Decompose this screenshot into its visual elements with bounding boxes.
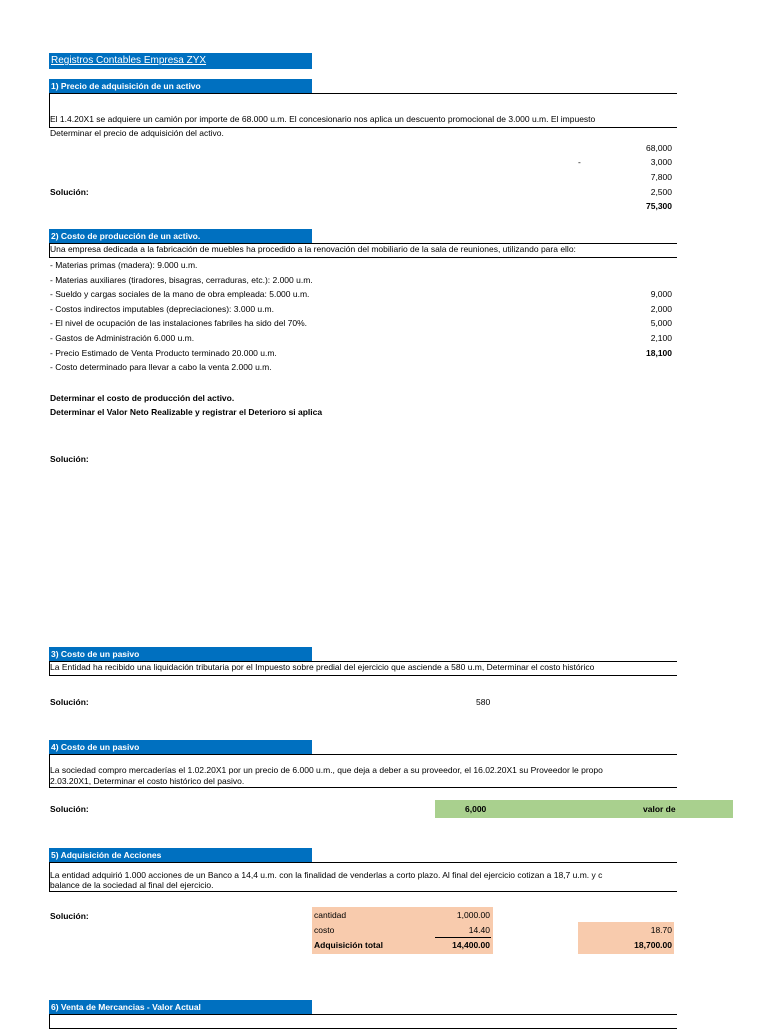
- s2-question-1: Determinar el costo de producción del activo.: [50, 393, 235, 403]
- s2-item-1: - Materias primas (madera): 9.000 u.m.: [50, 260, 198, 270]
- s2-value-2: 2,000: [650, 304, 672, 314]
- s3-value: 580: [476, 697, 491, 707]
- section-5-text-2: balance de la sociedad al final del ejercicio.: [50, 880, 214, 890]
- s4-note: valor de: [643, 804, 676, 814]
- s5-right-value-2: 18,700.00: [634, 940, 672, 950]
- section-2-header: 2) Costo de producción de un activo.: [49, 229, 312, 243]
- s1-solucion-label: Solución:: [50, 187, 89, 197]
- s2-value-1: 9,000: [650, 289, 672, 299]
- s3-solucion-label: Solución:: [50, 697, 89, 707]
- s1-value-1: 68,000: [646, 143, 672, 153]
- s2-solucion-label: Solución:: [50, 454, 89, 464]
- s4-solucion-label: Solución:: [50, 804, 89, 814]
- s1-value-3: 7,800: [650, 172, 672, 182]
- section-1-question: Determinar el precio de adquisición del activo.: [50, 128, 224, 138]
- s2-question-2: Determinar el Valor Neto Realizable y registrar el Deterioro si aplica: [50, 407, 323, 417]
- s5-label-total: Adquisición total: [314, 940, 383, 950]
- section-3-text: La Entidad ha recibido una liquidación tributaria por el Impuesto sobre predial del ejercicio que asciende a 580 u.m, Determinar el costo histórico: [50, 662, 595, 672]
- s5-solucion-label: Solución:: [50, 911, 89, 921]
- s2-item-4: - Costos indirectos imputables (depreciaciones): 3.000 u.m.: [50, 304, 274, 314]
- section-2-intro: Una empresa dedicada a la fabricación de muebles ha procedido a la renovación del mobiliario de la sala de reuniones, utilizando para ello:: [50, 244, 576, 254]
- s1-value-2: 3,000: [650, 157, 672, 167]
- s5-sum-line: [435, 937, 491, 938]
- section-4-text-1: La sociedad compro mercaderías el 1.02.20X1 por un precio de 6.000 u.m., que deja a deber a su proveedor, el 16.02.20X1 su Proveedor le propo: [50, 765, 603, 775]
- s1-value-4: 2,500: [650, 187, 672, 197]
- s2-value-3: 5,000: [650, 318, 672, 328]
- s2-value-4: 2,100: [650, 333, 672, 343]
- s5-value-total: 14,400.00: [452, 940, 490, 950]
- page-title: Registros Contables Empresa ZYX: [49, 53, 312, 69]
- s4-value: 6,000: [465, 804, 487, 814]
- s2-total: 18,100: [646, 348, 672, 358]
- s5-label-costo: costo: [314, 925, 335, 935]
- s2-item-2: - Materias auxiliares (tiradores, bisagras, cerraduras, etc.): 2.000 u.m.: [50, 275, 313, 285]
- s2-item-6: - Gastos de Administración 6.000 u.m.: [50, 333, 195, 343]
- s5-label-cantidad: cantidad: [314, 910, 347, 920]
- s2-item-3: - Sueldo y cargas sociales de la mano de obra empleada: 5.000 u.m.: [50, 289, 310, 299]
- s2-item-8: - Costo determinado para llevar a cabo la venta 2.000 u.m.: [50, 362, 272, 372]
- s1-total: 75,300: [646, 201, 672, 211]
- s5-right-value-1: 18.70: [650, 925, 672, 935]
- section-6-header: 6) Venta de Mercancias - Valor Actual: [49, 1000, 312, 1014]
- section-4-text-2: 2.03.20X1, Determinar el costo histórico del pasivo.: [50, 776, 245, 786]
- section-4-header: 4) Costo de un pasivo: [49, 740, 312, 754]
- s5-value-costo: 14.40: [468, 925, 490, 935]
- section-1-header: 1) Precio de adquisición de un activo: [49, 79, 312, 93]
- section-5-header: 5) Adquisición de Acciones: [49, 848, 312, 862]
- section-1-text: El 1.4.20X1 se adquiere un camión por importe de 68.000 u.m. El concesionario nos aplica un descuento promocional de 3.000 u.m. El impuesto: [50, 114, 596, 124]
- section-3-header: 3) Costo de un pasivo: [49, 647, 312, 661]
- s2-item-7: - Precio Estimado de Venta Producto terminado 20.000 u.m.: [50, 348, 277, 358]
- section-6-textbox: [49, 1014, 677, 1029]
- minus-sign: -: [578, 157, 581, 167]
- s5-value-cantidad: 1,000.00: [456, 910, 490, 920]
- s2-item-5: - El nivel de ocupación de las instalaciones fabriles ha sido del 70%.: [50, 318, 308, 328]
- section-5-text-1: La entidad adquirió 1.000 acciones de un Banco a 14,4 u.m. con la finalidad de venderlas a corto plazo. Al final del ejercicio cotizan a 18,7 u.m. y c: [50, 870, 603, 880]
